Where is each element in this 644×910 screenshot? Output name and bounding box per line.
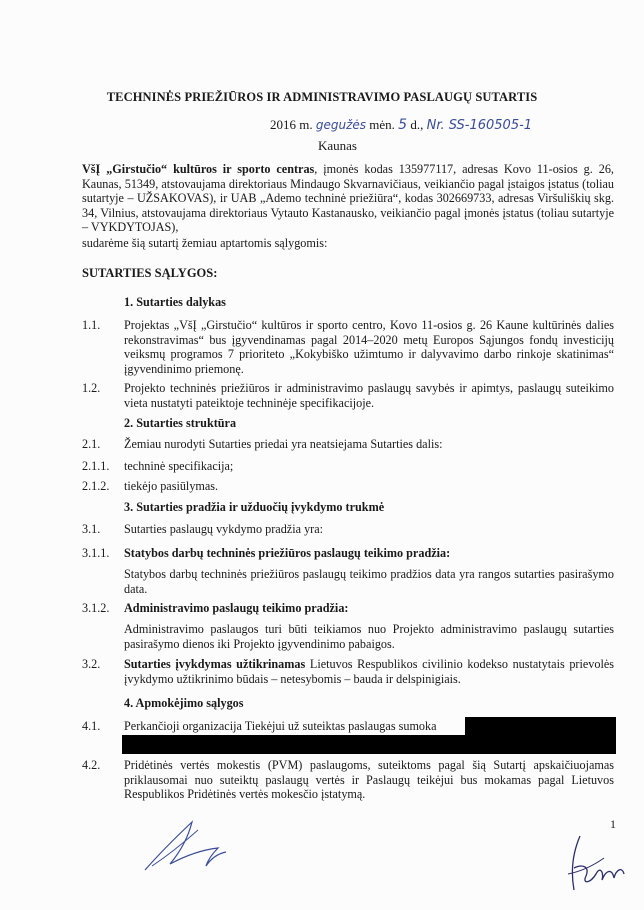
section-1-heading: 1. Sutarties dalykas [124,295,226,309]
clause-3-2-text [124,657,614,686]
clause-2-1-1-text: techninė specifikacija; [124,459,234,473]
section-2-heading: 2. Sutarties struktūra [124,416,237,430]
clause-4-1-text: Perkančioji organizacija Tiekėjui už suteiktas paslaugas sumoka [124,719,437,733]
redaction-bar [122,735,616,754]
handwritten-registration-number: Nr. SS-160505-1 [426,118,533,133]
date-day-label: d., [410,117,424,132]
intro-closing: sudarėme šią sutartį žemiau aptartomis sąlygomis: [82,236,328,250]
clause-4-1-number: 4.1. [82,719,101,733]
section-4-heading: 4. Apmokėjimo sąlygos [124,696,244,710]
clause-2-1-2-number: 2.1.2. [82,479,110,493]
clause-2-1-2-text: tiekėjo pasiūlymas. [124,479,219,493]
redaction-bar [465,717,616,735]
clause-2-1-1-number: 2.1.1. [82,459,110,473]
clause-3-2-bold: Sutarties įvykdymas užtikrinamas [124,657,306,671]
clause-1-2-number: 1.2. [82,381,101,395]
clause-3-1-1-heading: Statybos darbų techninės priežiūros paslaugų teikimo pradžia: [124,546,451,560]
clause-3-1-2-heading: Administravimo paslaugų teikimo pradžia: [124,601,349,615]
clause-3-2-body: Lietuvos Respublikos civilinio kodekso nustatytais prievolės įvykdymo užtikrinimo būdais – netesybomis – bauda ir delspinigiais. [124,657,615,686]
page-number: 1 [610,817,616,831]
clause-4-2-number: 4.2. [82,758,101,772]
clause-1-1-number: 1.1. [82,318,101,332]
clause-1-2-text: Projekto techninės priežiūros ir administravimo paslaugų savybės ir apimtys, paslaugų suteikimo vieta nustatyti pateiktoje techninėje specifikacijoje. [124,381,614,410]
city: Kaunas [318,138,357,153]
clause-3-1-2-number: 3.1.2. [82,601,110,615]
date-year: 2016 m. [270,117,313,132]
signature-left [140,808,250,878]
signature-right [560,828,630,898]
clause-1-1-text: Projektas „VšĮ „Girstučio“ kultūros ir sporto centro, Kovo 11-osios g. 26 Kaune kultūrinės dalies rekonstravimas“ bus įgyvendinamas pagal 2014–2020 metų Europos Sąjungos fondų investicijų veiksmų programos 7 prioriteto „Kokybiško užimtumo ir dalyvavimo darbo rinkoje skatinimas“ įgyvendinimo priemonę. [124,318,614,376]
clause-2-1-number: 2.1. [82,437,101,451]
handwritten-day: 5 [398,117,408,133]
party1-name: VšĮ „Girstučio“ kultūros ir sporto centras [82,162,315,176]
clause-3-1-number: 3.1. [82,522,101,536]
conditions-heading: SUTARTIES SĄLYGOS: [82,266,218,280]
clause-3-1-2-text: Administravimo paslaugos turi būti teikiamos nuo Projekto administravimo paslaugų sutarties pasirašymo dienos iki Projekto įgyvendinimo pabaigos. [124,622,614,651]
intro-text: , įmonės kodas 135977117, adresas Kovo 11-osios g. 26, Kaunas, 51349, atstovaujama direktoriaus Mindaugo Skvarnavičiaus, veikiančio pagal įstaigos įstatus (toliau sutartyje – UŽSAKOVAS), ir UAB „Ademo techninė priežiūra“, kodas 302669733, adresas Viršuliškių skg. 34, Vilnius, atstovaujama direktoriaus Vytauto Kastanausko, veikiančio pagal įmonės įstatus (toliau sutartyje – VYKDYTOJAS), [82,162,614,235]
section-3-heading: 3. Sutarties pradžia ir užduočių įvykdymo trukmė [124,500,385,514]
handwritten-month: gegužės [315,118,367,132]
clause-3-1-1-text: Statybos darbų techninės priežiūros paslaugų teikimo pradžios data yra rangos sutarties pasirašymo data. [124,567,614,596]
document-title: TECHNINĖS PRIEŽIŪROS IR ADMINISTRAVIMO PASLAUGŲ SUTARTIS [106,90,538,104]
date-month-label: mėn. [369,117,395,132]
clause-2-1-text: Žemiau nurodyti Sutarties priedai yra neatsiejama Sutarties dalis: [124,437,443,451]
intro-paragraph [82,162,614,235]
clause-4-2-text: Pridėtinės vertės mokestis (PVM) paslaugoms, suteiktoms pagal šią Sutartį apskaičiuojamas priklausomai nuo suteiktų paslaugų vertės ir Paslaugų teikėjui bus mokamas pagal Lietuvos Respublikos Pridėtinės vertės mokesčio įstatymą. [124,758,614,802]
clause-3-1-text: Sutarties paslaugų vykdymo pradžia yra: [124,522,324,536]
clause-3-1-1-number: 3.1.1. [82,546,110,560]
date-line [270,117,532,133]
clause-3-2-number: 3.2. [82,657,101,671]
